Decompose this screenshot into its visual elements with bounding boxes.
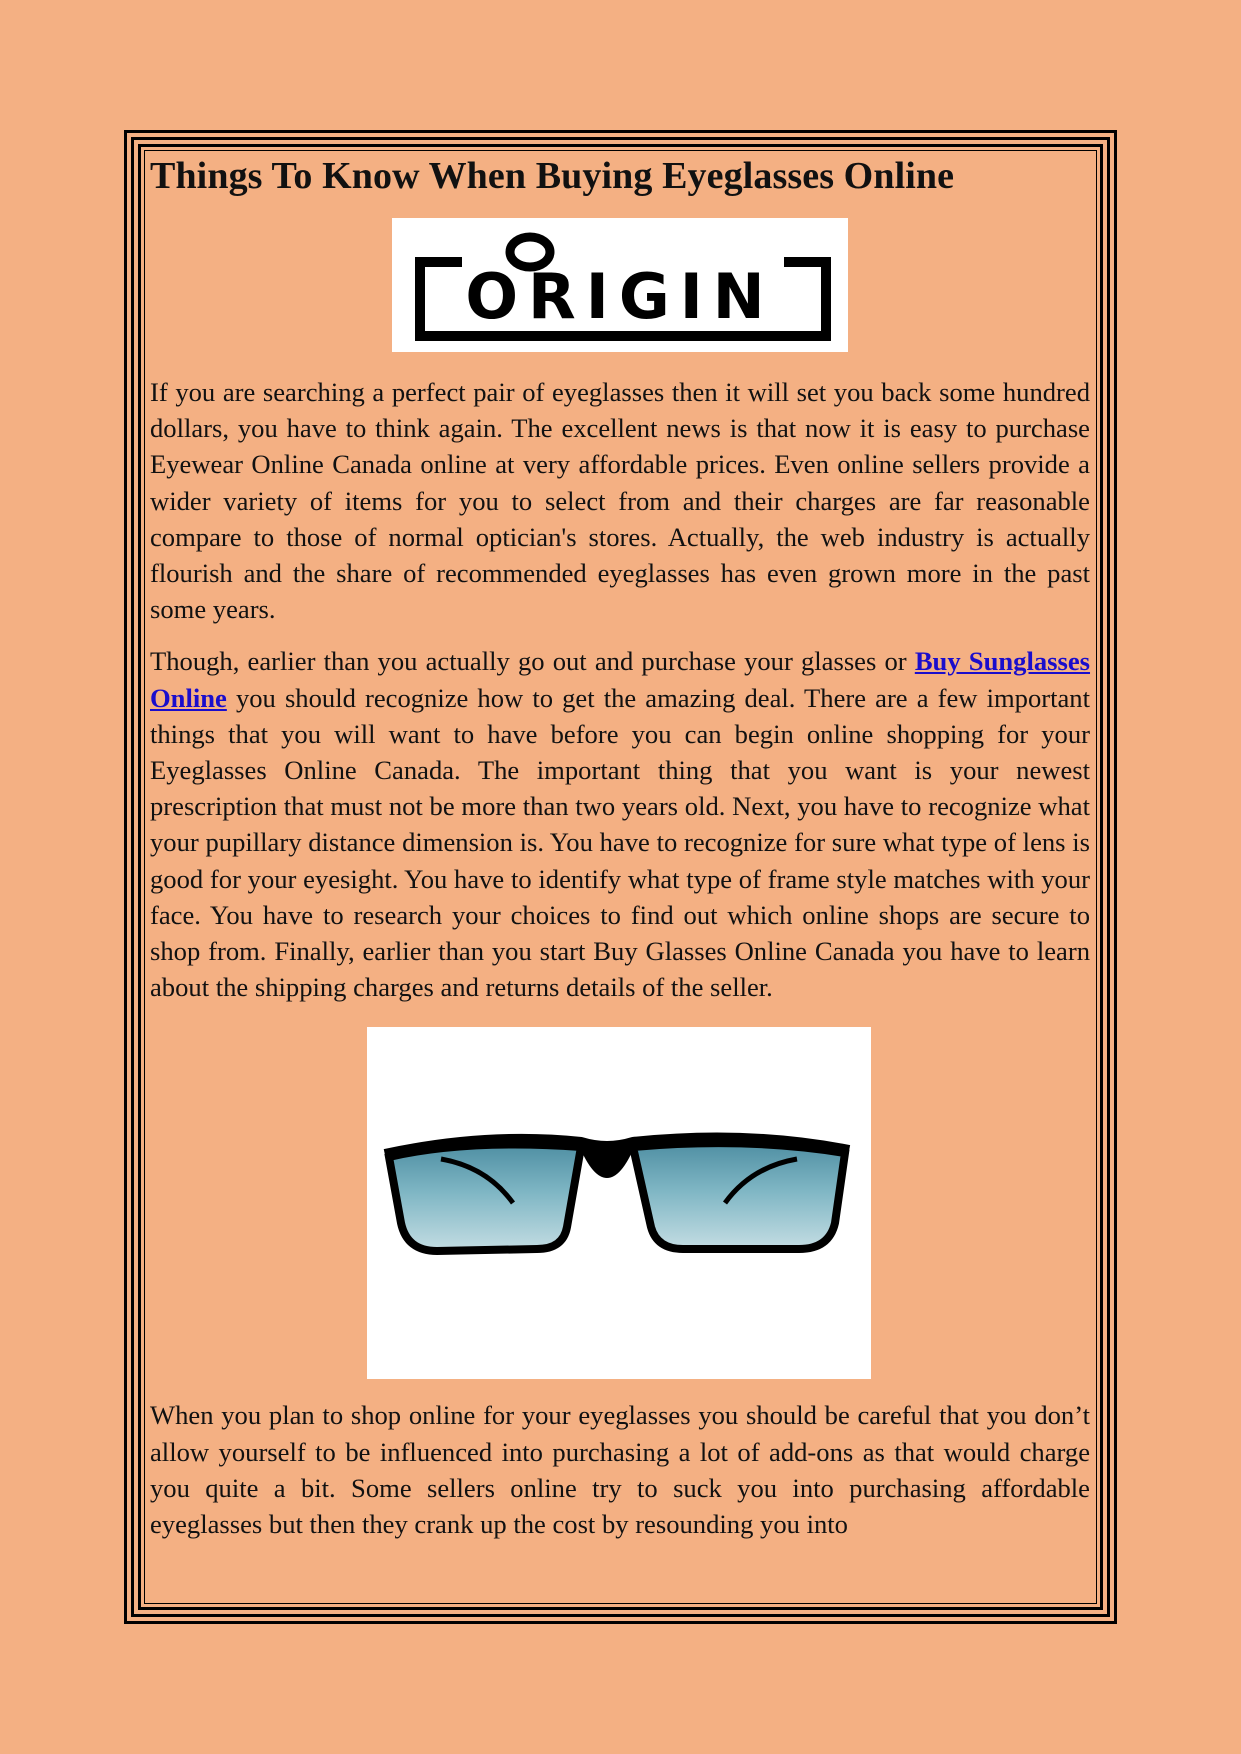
paragraph-1: If you are searching a perfect pair of eyeglasses then it will set you back some hundred dollars, you have to think again. The excellent news is that now it is easy to purchase Eyewear Online Canada online at very affordable prices. Even online sellers provide a wider variety of items for you to select from and their charges are far reasonable compare to those of normal optician's stores. Actually, the web industry is actually flourish and the share of recommended eyeglasses has even grown more in the past some years.: [150, 377, 1090, 625]
origin-logo: [392, 218, 848, 352]
sunglasses-image: [367, 1027, 871, 1379]
buy-sunglasses-online-link[interactable]: Buy Sunglasses Online: [150, 646, 1091, 713]
paragraph-3: When you plan to shop online for your eyeglasses you should be careful that you don’t allow yourself to be influenced into purchasing a lot of add-ons as that would charge you quite a bit. Some sellers online try to suck you into purchasing affordable eyeglasses but then they crank up the cost by resounding you into: [150, 1400, 1090, 1540]
sunglasses-icon: [367, 1027, 871, 1379]
paragraph-2-start: Though, earlier than you actually go out and purchase your glasses or: [150, 646, 915, 677]
origin-logo-graphic: [392, 218, 848, 352]
paragraph-2: [150, 643, 1090, 1005]
logo-text: ORIGIN: [465, 260, 775, 333]
document-body: [150, 150, 1090, 1542]
paragraph-2-end: you should recognize how to get the amazing deal. There are a few important things that you will want to have before you can begin online shopping for your Eyeglasses Online Canada. The important thing that you want is your newest prescription that must not be more than two years old. Next, you have to recognize what your pupillary distance dimension is. You have to recognize for sure what type of lens is good for your eyesight. You have to identify what type of frame style matches with your face. You have to research your choices to find out which online shops are secure to shop from. Finally, earlier than you start Buy Glasses Online Canada you have to learn about the shipping charges and returns details of the seller.: [150, 682, 1090, 1003]
page-title: Things To Know When Buying Eyeglasses Online: [150, 155, 955, 197]
